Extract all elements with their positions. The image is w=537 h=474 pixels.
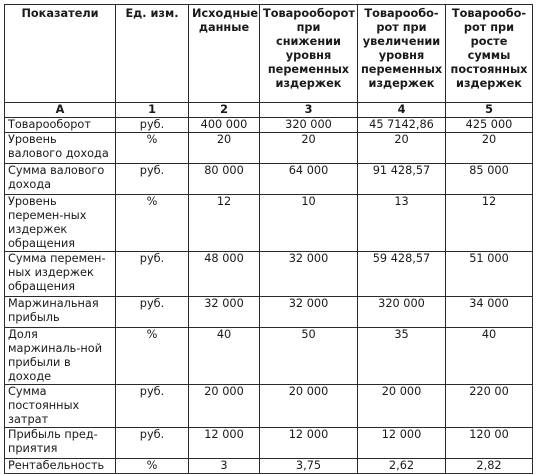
value-cell: 120 00 [446,428,533,459]
value-cell: 48 000 [189,252,260,297]
row-unit: % [116,459,189,474]
value-cell: 32 000 [260,297,358,328]
value-cell: 12 000 [189,428,260,459]
value-cell: 34 000 [446,297,533,328]
row-unit: руб. [116,118,189,133]
table-row [5,164,533,195]
value-cell: 45 7142,86 [358,118,446,133]
table-row [5,428,533,459]
column-number: 1 [116,103,189,118]
value-cell: 20 [358,133,446,164]
value-cell: 50 [260,328,358,385]
value-cell: 32 000 [260,252,358,297]
column-number: 5 [446,103,533,118]
table-row [5,328,533,385]
value-cell: 40 [189,328,260,385]
value-cell: 12 [446,195,533,252]
row-unit: руб. [116,164,189,195]
value-cell: 35 [358,328,446,385]
header-turnover-lower-variable-costs: Товарооборот при снижении уровня переменных издержек [260,5,358,103]
indicators-table [4,4,533,474]
row-name: Сумма перемен-ных издержек обращения [5,252,116,297]
value-cell: 91 428,57 [358,164,446,195]
column-number: А [5,103,116,118]
value-cell: 32 000 [189,297,260,328]
header-turnover-higher-fixed-costs: Товарообо-рот при росте суммы постоянных издержек [446,5,533,103]
row-unit: руб. [116,428,189,459]
table-row [5,195,533,252]
value-cell: 51 000 [446,252,533,297]
row-name: Маржинальная прибыль [5,297,116,328]
value-cell: 20 [446,133,533,164]
value-cell: 320 000 [260,118,358,133]
value-cell: 425 000 [446,118,533,133]
value-cell: 20 [189,133,260,164]
row-name: Рентабельность [5,459,116,474]
value-cell: 320 000 [358,297,446,328]
header-turnover-higher-variable-costs: Товарообо-рот при увеличении уровня переменных издержек [358,5,446,103]
row-unit: руб. [116,385,189,428]
table-row [5,459,533,474]
table-row [5,252,533,297]
column-number: 3 [260,103,358,118]
table-row [5,385,533,428]
value-cell: 3,75 [260,459,358,474]
value-cell: 20 000 [189,385,260,428]
row-unit: руб. [116,297,189,328]
column-number: 4 [358,103,446,118]
value-cell: 64 000 [260,164,358,195]
table-row [5,297,533,328]
value-cell: 220 00 [446,385,533,428]
value-cell: 20 000 [358,385,446,428]
value-cell: 20 [260,133,358,164]
value-cell: 59 428,57 [358,252,446,297]
value-cell: 20 000 [260,385,358,428]
value-cell: 3 [189,459,260,474]
header-row [5,5,533,103]
value-cell: 12 000 [358,428,446,459]
header-initial-data: Исходные данные [189,5,260,103]
header-unit: Ед. изм. [116,5,189,103]
value-cell: 40 [446,328,533,385]
row-unit: % [116,328,189,385]
column-number-row [5,103,533,118]
indicators-table-sheet [4,4,533,474]
table-row [5,133,533,164]
value-cell: 12 000 [260,428,358,459]
value-cell: 10 [260,195,358,252]
value-cell: 80 000 [189,164,260,195]
value-cell: 12 [189,195,260,252]
row-name: Товарооборот [5,118,116,133]
row-name: Сумма валового дохода [5,164,116,195]
header-indicators: Показатели [5,5,116,103]
row-name: Уровень валового дохода [5,133,116,164]
value-cell: 13 [358,195,446,252]
column-number: 2 [189,103,260,118]
row-name: Доля маржиналь-ной прибыли в доходе [5,328,116,385]
row-unit: % [116,195,189,252]
row-name: Уровень перемен-ных издержек обращения [5,195,116,252]
value-cell: 2,62 [358,459,446,474]
row-name: Прибыль пред-приятия [5,428,116,459]
value-cell: 2,82 [446,459,533,474]
table-row [5,118,533,133]
row-unit: руб. [116,252,189,297]
row-unit: % [116,133,189,164]
row-name: Сумма постоянных затрат [5,385,116,428]
value-cell: 400 000 [189,118,260,133]
value-cell: 85 000 [446,164,533,195]
